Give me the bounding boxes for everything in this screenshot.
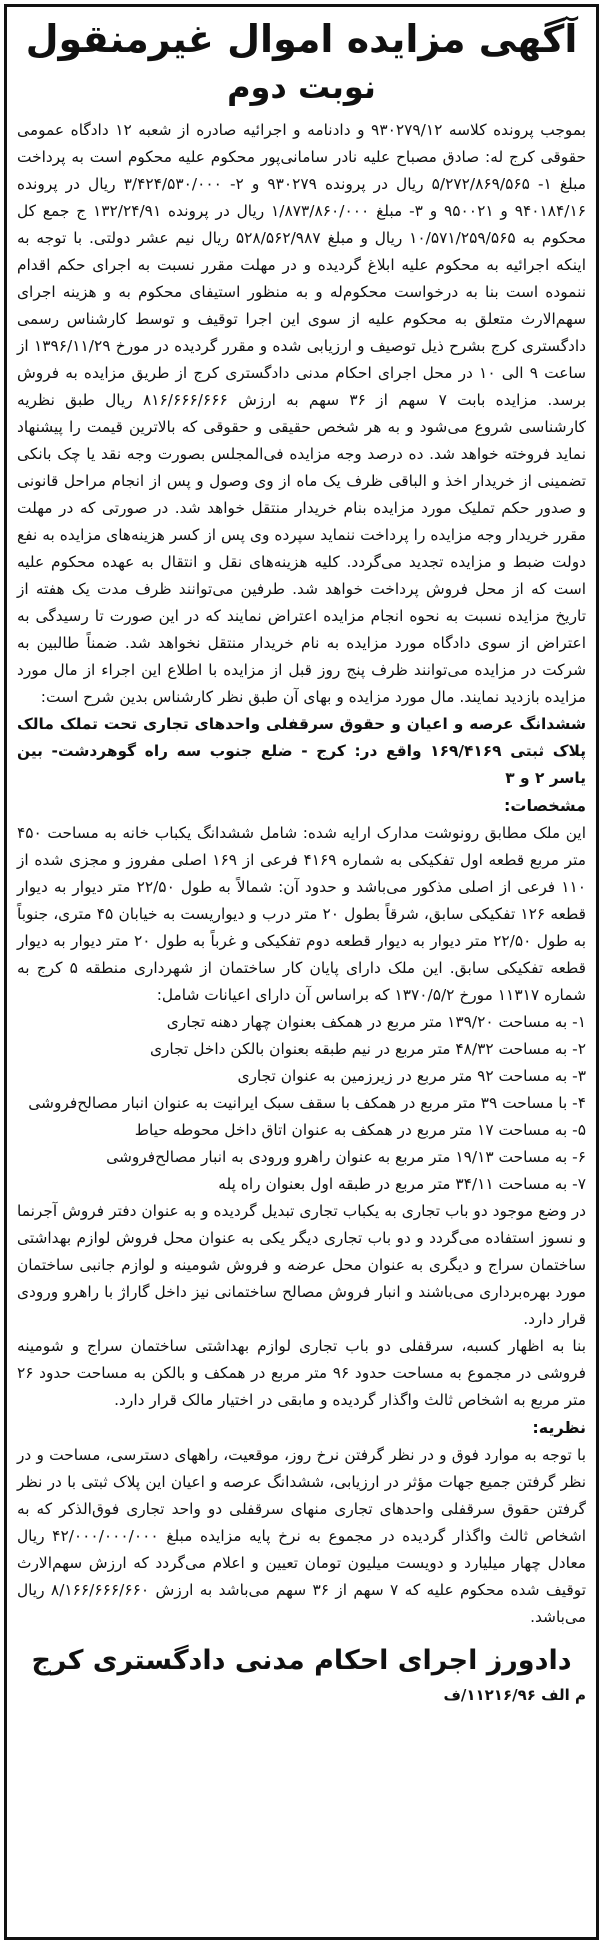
property-description: ششدانگ عرصه و اعیان و حقوق سرقفلی واحدهای تجاری تحت تملک مالک پلاک ثبتی ۱۶۹/۴۱۶۹ واقع در: کرج - ضلع جنوب سه راه گوهردشت- بین یاسر ۲ و ۳ xyxy=(17,715,587,787)
status-paragraph: در وضع موجود دو باب تجاری به یکباب تجاری تبدیل گردیده و به عنوان دفتر فروش آجرنما و نسوز استفاده می‌گردد و دو باب تجاری دیگر یکی به عنوان محل فروش لوازم بهداشتی ساختمان سراج و دیگری به عنوان محل عرضه و فروش شومینه و لوازم جانبی ساختمان مورد بهره‌برداری می‌باشند و انبار فروش مصالح ساختمانی نیز داخل گاراژ با راهرو ورودی قرار دارد. xyxy=(17,1202,586,1328)
notice-frame xyxy=(4,4,599,1940)
notice-subtitle: نوبت دوم xyxy=(227,68,376,106)
specs-heading: مشخصات: xyxy=(504,796,586,815)
opinion-paragraph: با توجه به موارد فوق و در نظر گرفتن نرخ روز، موقعیت، راههای دسترسی، مساحت و در نظر گرفتن جمیع جهات مؤثر در ارزیابی، ششدانگ عرصه و اعیان این پلاک ثبتی با در نظر گرفتن حقوق سرقفلی واحدهای تجاری منهای سرقفلی دو واحد تجاری فوق‌الذکر که به اشخاص ثالث واگذار گردیده در مجموع به نرخ پایه مزایده مبلغ ۴۲/۰۰۰/۰۰۰/۰۰۰ ریال معادل چهار میلیارد و دویست میلیون تومان تعیین و اعلام می‌گردد که ارزش سهم‌الارث توقیف شده محکوم علیه که ۷ سهم از ۳۶ سهم می‌باشد به ارزش ۸/۱۶۶/۶۶۶/۶۶۰ ریال می‌باشد. xyxy=(17,1446,586,1626)
declaration-paragraph: بنا به اظهار کسبه، سرقفلی دو باب تجاری لوازم بهداشتی ساختمان سراج و شومینه فروشی در مجموع به مساحت حدود ۹۶ متر مربع در همکف و بالکن به مساحت حدود ۲۶ متر مربع به اشخاص ثالث واگذار گردیده و مابقی در اختیار مالک قرار دارد. xyxy=(17,1337,586,1409)
list-item: ۵- به مساحت ۱۷ متر مربع در همکف به عنوان اتاق داخل محوطه حیاط xyxy=(134,1121,586,1139)
notice-title: آگهی مزایده اموال غیرمنقول xyxy=(25,17,578,61)
signature: دادورز اجرای احکام مدنی دادگستری کرج xyxy=(31,1645,572,1676)
items-list xyxy=(17,1009,586,1198)
opinion-heading: نظریه: xyxy=(532,1418,586,1437)
list-item: ۶- به مساحت ۱۹/۱۳ متر مربع به عنوان راهرو ورودی به انبار مصالح‌فروشی xyxy=(106,1148,586,1166)
list-item: ۲- به مساحت ۴۸/۳۲ متر مربع در نیم طبقه بعنوان بالکن داخل تجاری xyxy=(149,1040,586,1058)
list-item: ۳- به مساحت ۹۲ متر مربع در زیرزمین به عنوان تجاری xyxy=(237,1067,586,1085)
specs-paragraph: این ملک مطابق رونوشت مدارک ارایه شده: شامل ششدانگ یکباب خانه به مساحت ۴۵۰ متر مربع قطعه اول تفکیکی به شماره ۴۱۶۹ فرعی از ۱۶۹ اصلی مفروز و مجزی شده از ۱۱۰ فرعی از اصلی مذکور می‌باشد و حدود آن: شمالاً به طول ۲۲/۵۰ متر دیوار به دیوار قطعه ۱۲۶ تفکیکی سابق، شرقاً بطول ۲۰ متر درب و دیواریست به خیابان ۴۵ متری، جنوباً به طول ۲۲/۵۰ متر دیوار به دیوار قطعه دوم تفکیکی و غرباً به طول ۲۰ متر دیوار به دیوار قطعه تفکیکی سابق. این ملک دارای پایان کار ساختمان از شهرداری منطقه ۵ کرج به شماره ۱۱۳۱۷ مورخ ۱۳۷۰/۵/۲ که براساس آن دارای اعیانات شامل: xyxy=(17,824,587,1004)
reference-code: م الف ۱۱۲۱۶/۹۶/ف xyxy=(443,1686,586,1704)
list-item: ۷- به مساحت ۳۴/۱۱ متر مربع در طبقه اول بعنوان راه پله xyxy=(218,1175,586,1193)
list-item: ۱- به مساحت ۱۳۹/۲۰ متر مربع در همکف بعنوان چهار دهنه تجاری xyxy=(166,1013,586,1031)
list-item: ۴- با مساحت ۳۹ متر مربع در همکف با سقف سبک ایرانیت به عنوان انبار مصالح‌فروشی xyxy=(28,1094,586,1112)
intro-paragraph: بموجب پرونده کلاسه ۹۳۰۲۷۹/۱۲ و دادنامه و اجرائیه صادره از شعبه ۱۲ دادگاه عمومی حقوقی کرج له: صادق مصباح علیه نادر سامانی‌پور محکوم علیه محکوم است به پرداخت مبلغ ۱- ۵/۲۷۲/۸۶۹/۵۶۵ ریال در پرونده ۹۳۰۲۷۹ و ۲- ۳/۴۲۴/۵۳۰/۰۰۰ ریال در پرونده ۹۴۰۱۸۴/۱۶ و ۹۵۰۰۲۱ و ۳- مبلغ ۱/۸۷۳/۸۶۰/۰۰۰ ریال در پرونده ۱۳۲/۲۴/۹۱ ج جمع کل محکوم به ۱۰/۵۷۱/۲۵۹/۵۶۵ ریال و مبلغ ۵۲۸/۵۶۲/۹۸۷ ریال نیم عشر دولتی. با توجه به اینکه اجرائیه به محکوم علیه ابلاغ گردیده و در مهلت مقرر نسبت به اجرای حکم اقدام ننموده است بنا به درخواست محکوم‌له و به منظور استیفای محکوم به و هزینه اجرای سهم‌الارث متعلق به محکوم علیه از سوی این اجرا توقیف و توسط کارشناس رسمی دادگستری کرج بشرح ذیل توصیف و ارزیابی شده و مقرر گردیده در مورخ ۱۳۹۶/۱۱/۲۹ از ساعت ۹ الی ۱۰ در محل اجرای احکام مدنی دادگستری کرج از طریق مزایده به فروش برسد. مزایده بابت ۷ سهم از ۳۶ سهم به ارزش ۸۱۶/۶۶۶/۶۶۶ ریال طبق نظریه کارشناسی شروع می‌شود و به هر شخص حقیقی و حقوقی که بالاترین قیمت را پیشنهاد نماید فروخته خواهد شد. ده درصد وجه مزایده فی‌المجلس بصورت وجه نقد یا چک بانکی تضمینی از خریدار اخذ و الباقی ظرف یک ماه از وی وصول و پس از انجام مراحل قانونی و صدور حکم تملیک مورد مزایده بنام خریدار منتقل خواهد شد. در صورتی که در مهلت مقرر خریدار وجه مزایده را پرداخت ننماید سپرده وی پس از کسر هزینه‌های مزایده به نفع دولت ضبط و مزایده تجدید می‌گردد. کلیه هزینه‌های نقل و انتقال به عهده محکوم علیه است که از محل فروش پرداخت خواهد شد. طرفین می‌توانند ظرف مدت یک هفته از تاریخ مزایده نسبت به نحوه انجام مزایده اعتراض نمایند که در این صورت تا رسیدگی به اعتراض از سوی دادگاه مورد مزایده به نام خریدار منتقل نخواهد شد. ضمناً طالبین به شرکت در مزایده می‌توانند ظرف پنج روز قبل از مزایده با اطلاع این اجراء از مال مورد مزایده بازدید نمایند. مال مورد مزایده و بهای آن طبق نظر کارشناس بدین شرح است: xyxy=(17,121,587,706)
